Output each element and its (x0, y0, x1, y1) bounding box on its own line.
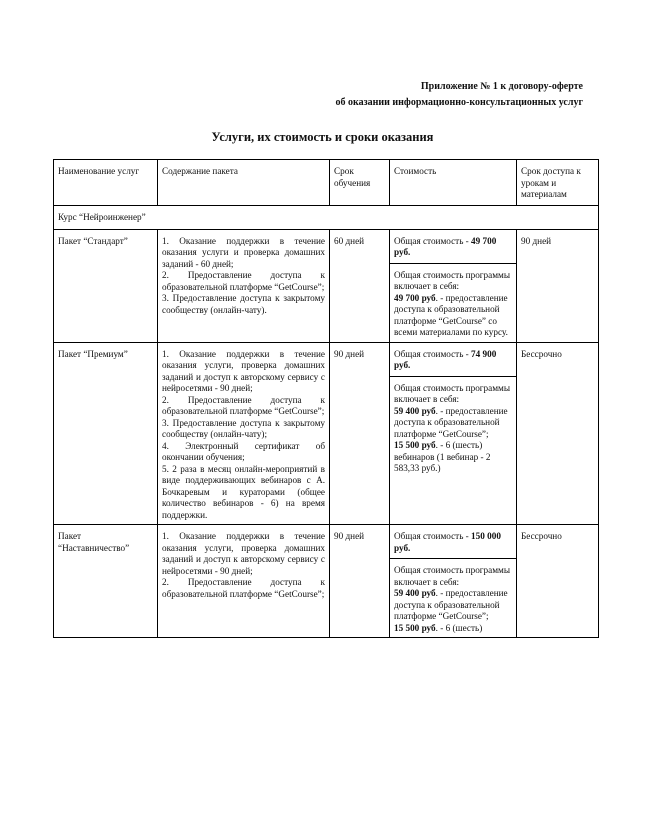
package-cost (390, 342, 517, 525)
training-term: 90 дней (330, 525, 390, 638)
column-header: Содержание пакета (158, 160, 330, 206)
cost-part-text: . - 6 (шесть) (435, 622, 483, 633)
cost-includes-label: Общая стоимость программы включает в себя: (394, 565, 511, 587)
cost-part-amount: 59 400 руб (394, 588, 436, 598)
document-title: Услуги, их стоимость и сроки оказания (211, 130, 434, 144)
package-name: Пакет “Стандарт” (54, 229, 158, 342)
cost-part (394, 440, 512, 475)
cost-breakdown (390, 264, 516, 342)
total-cost-label: Общая стоимость - (394, 531, 472, 541)
package-item: 4. Электронный сертификат об окончании обучения; (162, 440, 325, 462)
package-contents (158, 229, 330, 342)
cost-includes-label: Общая стоимость программы включает в себя: (394, 269, 511, 291)
cost-part (394, 623, 512, 635)
total-cost-label: Общая стоимость - (394, 235, 472, 246)
total-cost-value: 150 000 руб. (394, 531, 501, 553)
total-cost (390, 230, 516, 264)
package-item: 1. Оказание поддержки в течение оказания услуги, проверка домашних заданий и доступ к авторскому сервису с нейросетями - 90 дней; (162, 531, 325, 576)
cost-part-text: . - предоставление доступа к образовательной платформе “GetCourse”; (394, 588, 508, 621)
cost-includes-label: Общая стоимость программы включает в себя: (394, 382, 511, 404)
package-row (54, 525, 599, 638)
total-cost (390, 525, 516, 559)
package-item: 2. Предоставление доступа к образовательной платформе “GetCourse”; (162, 394, 325, 416)
total-cost-value: 49 700 руб. (394, 235, 497, 257)
cost-part-text: . - 6 (шесть) вебинаров (1 вебинар - 2 583,33 руб.) (394, 440, 491, 473)
column-header: Наименование услуг (54, 160, 158, 206)
package-row (54, 342, 599, 525)
cost-part (394, 293, 512, 339)
total-cost-label: Общая стоимость - (394, 348, 472, 359)
total-cost (390, 343, 516, 377)
package-item: 2. Предоставление доступа к образовательной платформе “GetCourse”; (162, 577, 325, 599)
training-term: 60 дней (330, 229, 390, 342)
course-row (54, 206, 599, 230)
access-term: Бессрочно (517, 342, 599, 525)
column-header: Срок доступа к урокам и материалам (517, 160, 599, 206)
package-item: 3. Предоставление доступа к закрытому сообществу (онлайн-чату); (162, 417, 325, 439)
training-term: 90 дней (330, 342, 390, 525)
package-cost (390, 525, 517, 638)
table-header-row (54, 160, 599, 206)
cost-part-amount: 49 700 руб (394, 292, 436, 303)
column-header: Стоимость (390, 160, 517, 206)
total-cost-value: 74 900 руб. (394, 348, 497, 370)
package-item: 3. Предоставление доступа к закрытому сообществу (онлайн-чату). (162, 293, 325, 315)
cost-breakdown (390, 377, 516, 478)
package-name: Пакет “Премиум” (54, 342, 158, 525)
cost-part-text: . - предоставление доступа к образовательной платформе “GetCourse” со всеми материалами по курсу. (394, 292, 508, 337)
package-item: 5. 2 раза в месяц онлайн-мероприятий в виде поддерживающих вебинаров с А. Бочкаревым и кураторами (общее количество вебинаров - 6) на время поддержки. (162, 463, 325, 520)
package-contents (158, 525, 330, 638)
package-row (54, 229, 599, 342)
package-name: Пакет “Наставничество” (54, 525, 158, 638)
appendix-header-line2: об оказании информационно-консультационных услуг (335, 97, 583, 108)
package-item: 1. Оказание поддержки в течение оказания услуги и проверка домашних заданий - 60 дней; (162, 235, 325, 269)
cost-part-amount: 59 400 руб (394, 405, 436, 416)
cost-part (394, 406, 512, 441)
package-item: 1. Оказание поддержки в течение оказания услуги, проверка домашних заданий и доступ к авторскому сервису с нейросетями - 90 дней; (162, 348, 325, 393)
access-term: Бессрочно (517, 525, 599, 638)
column-header: Срок обучения (330, 160, 390, 206)
package-contents (158, 342, 330, 525)
cost-part-text: . - предоставление доступа к образовательной платформе “GetCourse”; (394, 405, 508, 439)
appendix-header-line1: Приложение № 1 к договору-оферте (420, 81, 583, 92)
course-name: Курс “Нейроинженер” (54, 206, 599, 230)
cost-part (394, 588, 512, 623)
services-table (53, 159, 599, 638)
cost-part-amount: 15 500 руб (394, 622, 436, 633)
cost-breakdown (390, 559, 516, 637)
cost-part-amount: 15 500 руб (394, 440, 436, 450)
package-cost (390, 229, 517, 342)
access-term: 90 дней (517, 229, 599, 342)
package-item: 2. Предоставление доступа к образовательной платформе “GetCourse”; (162, 270, 325, 292)
